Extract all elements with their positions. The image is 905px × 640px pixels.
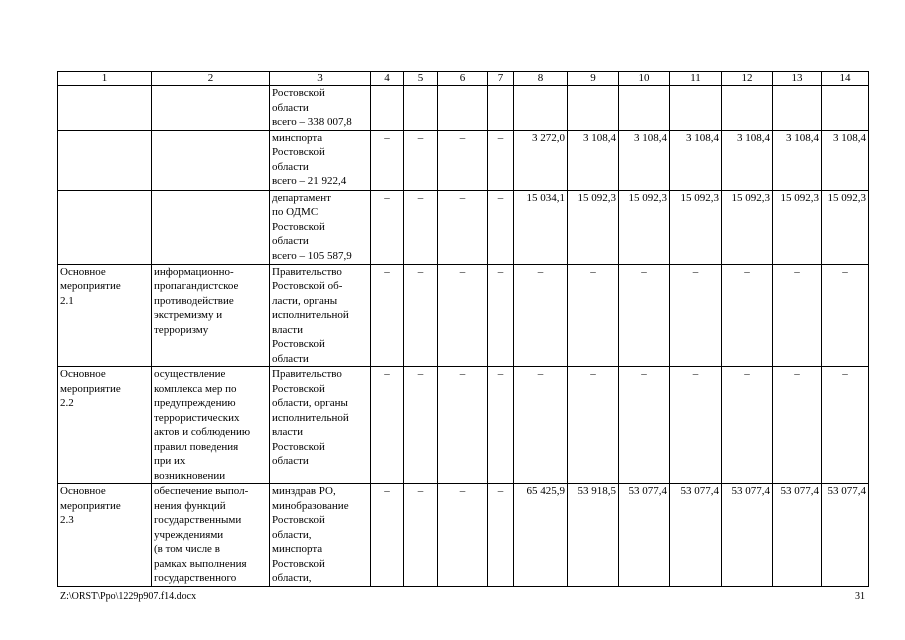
value-cell: 15 092,3 [568, 190, 619, 264]
budget-table [57, 71, 869, 587]
value-cell [371, 86, 404, 131]
value-cell: – [371, 484, 404, 587]
column-number: 6 [438, 72, 488, 86]
value-cell: – [568, 367, 619, 484]
column-number: 4 [371, 72, 404, 86]
column-number: 2 [152, 72, 270, 86]
value-cell: 3 108,4 [822, 130, 869, 190]
value-cell [670, 86, 722, 131]
value-cell: 15 092,3 [773, 190, 822, 264]
activity-cell [58, 86, 152, 131]
executor-cell: Правительство Ростовской области, органы исполнительной власти Ростовской области [270, 367, 371, 484]
value-cell: 53 918,5 [568, 484, 619, 587]
activity-cell: Основное мероприятие 2.3 [58, 484, 152, 587]
value-cell: – [822, 367, 869, 484]
column-number: 11 [670, 72, 722, 86]
value-cell [488, 86, 514, 131]
value-cell: – [438, 367, 488, 484]
value-cell: – [404, 130, 438, 190]
value-cell: – [371, 264, 404, 367]
value-cell: 15 092,3 [619, 190, 670, 264]
file-path-footer: Z:\ORST\Ppo\1229p907.f14.docx [60, 591, 197, 602]
value-cell: – [773, 367, 822, 484]
value-cell: – [670, 367, 722, 484]
executor-cell: Правительство Ростовской об- ласти, органы исполнительной власти Ростовской области [270, 264, 371, 367]
value-cell: – [670, 264, 722, 367]
value-cell: – [371, 367, 404, 484]
activity-cell: Основное мероприятие 2.1 [58, 264, 152, 367]
value-cell: 3 108,4 [568, 130, 619, 190]
description-cell [152, 190, 270, 264]
column-number: 7 [488, 72, 514, 86]
table-row [58, 264, 869, 367]
column-number: 10 [619, 72, 670, 86]
value-cell: – [488, 367, 514, 484]
value-cell: – [488, 130, 514, 190]
column-number: 5 [404, 72, 438, 86]
value-cell: – [822, 264, 869, 367]
value-cell: – [514, 367, 568, 484]
value-cell: 53 077,4 [773, 484, 822, 587]
column-number: 1 [58, 72, 152, 86]
activity-cell [58, 190, 152, 264]
table-row [58, 190, 869, 264]
description-cell: информационно- пропагандистское противодействие экстремизму и терроризму [152, 264, 270, 367]
column-number: 14 [822, 72, 869, 86]
value-cell: – [514, 264, 568, 367]
value-cell [619, 86, 670, 131]
value-cell: – [438, 484, 488, 587]
value-cell [773, 86, 822, 131]
value-cell: 53 077,4 [822, 484, 869, 587]
executor-cell: Ростовской области всего – 338 007,8 [270, 86, 371, 131]
value-cell: 53 077,4 [722, 484, 773, 587]
value-cell [514, 86, 568, 131]
table-header-row [58, 72, 869, 86]
value-cell: – [619, 264, 670, 367]
activity-cell [58, 130, 152, 190]
value-cell: – [438, 264, 488, 367]
executor-cell: минздрав РО, минобразование Ростовской области, минспорта Ростовской области, [270, 484, 371, 587]
value-cell: – [438, 130, 488, 190]
column-number: 13 [773, 72, 822, 86]
value-cell: – [488, 190, 514, 264]
value-cell: 15 092,3 [822, 190, 869, 264]
description-cell [152, 130, 270, 190]
value-cell: 65 425,9 [514, 484, 568, 587]
value-cell: – [404, 484, 438, 587]
value-cell [404, 86, 438, 131]
value-cell: – [404, 367, 438, 484]
value-cell: 3 108,4 [773, 130, 822, 190]
value-cell [722, 86, 773, 131]
value-cell: – [619, 367, 670, 484]
value-cell: 15 092,3 [722, 190, 773, 264]
value-cell: – [568, 264, 619, 367]
description-cell [152, 86, 270, 131]
column-number: 12 [722, 72, 773, 86]
value-cell [822, 86, 869, 131]
value-cell: – [404, 190, 438, 264]
value-cell: 53 077,4 [670, 484, 722, 587]
value-cell: – [488, 264, 514, 367]
table-row [58, 130, 869, 190]
table-row [58, 484, 869, 587]
value-cell: 3 108,4 [619, 130, 670, 190]
value-cell: – [773, 264, 822, 367]
column-number: 8 [514, 72, 568, 86]
description-cell: обеспечение выпол- нения функций государственными учреждениями (в том числе в рамках выполнения государственного [152, 484, 270, 587]
value-cell: 53 077,4 [619, 484, 670, 587]
executor-cell: минспорта Ростовской области всего – 21 922,4 [270, 130, 371, 190]
activity-cell: Основное мероприятие 2.2 [58, 367, 152, 484]
value-cell: 15 034,1 [514, 190, 568, 264]
value-cell: 3 272,0 [514, 130, 568, 190]
value-cell: – [488, 484, 514, 587]
executor-cell: департамент по ОДМС Ростовской области всего – 105 587,9 [270, 190, 371, 264]
value-cell [438, 86, 488, 131]
table-row [58, 86, 869, 131]
value-cell: – [722, 264, 773, 367]
value-cell [568, 86, 619, 131]
value-cell: 15 092,3 [670, 190, 722, 264]
value-cell: 3 108,4 [670, 130, 722, 190]
value-cell: 3 108,4 [722, 130, 773, 190]
page-number: 31 [855, 591, 865, 602]
column-number: 3 [270, 72, 371, 86]
description-cell: осуществление комплекса мер по предупреждению террористических актов и соблюдению правил поведения при их возникновении [152, 367, 270, 484]
value-cell: – [438, 190, 488, 264]
value-cell: – [371, 190, 404, 264]
value-cell: – [371, 130, 404, 190]
column-number: 9 [568, 72, 619, 86]
value-cell: – [722, 367, 773, 484]
table-row [58, 367, 869, 484]
value-cell: – [404, 264, 438, 367]
